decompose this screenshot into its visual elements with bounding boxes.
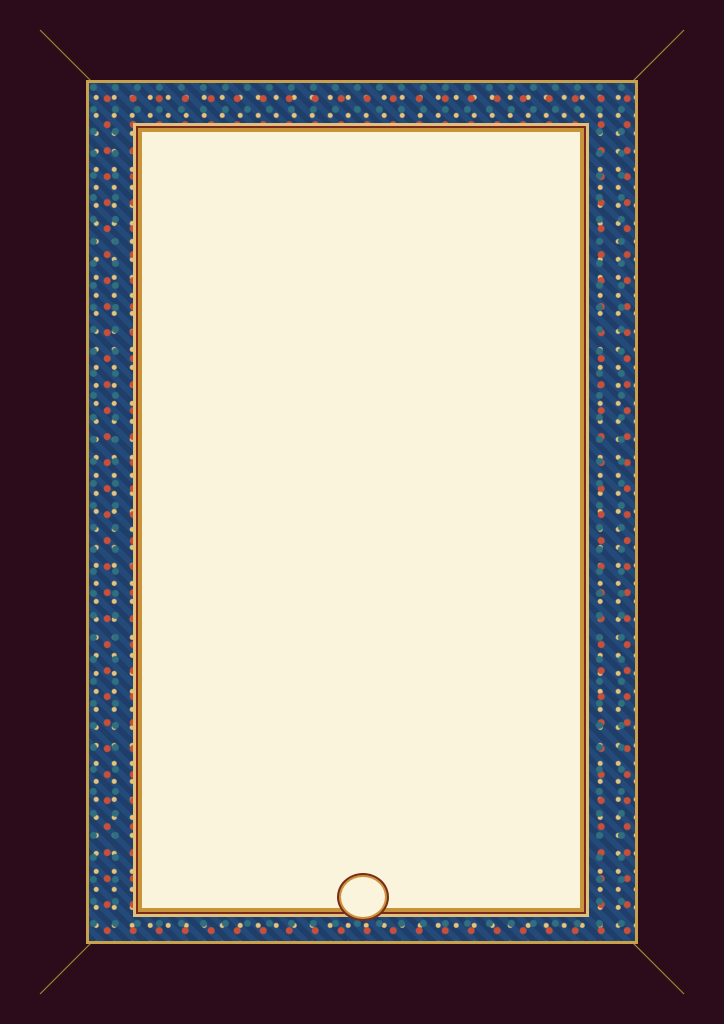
- page-number-medallion: [339, 875, 387, 919]
- text-panel: [142, 132, 580, 908]
